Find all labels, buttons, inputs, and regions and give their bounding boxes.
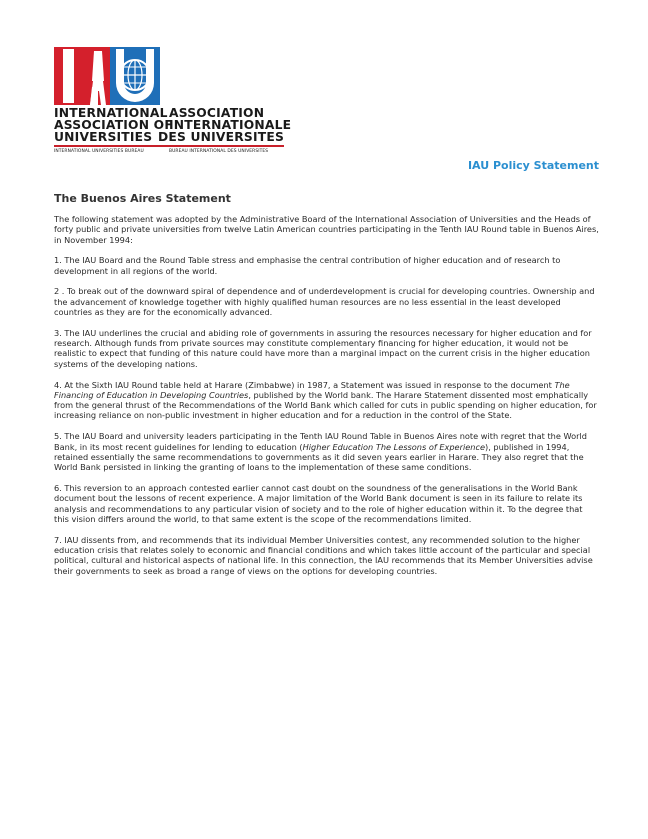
paragraph-5-part-a: 5. The IAU Board and university leaders participating in the Tenth IAU Round Table in Buenos Aires note with regret that the World Bank, in its most recent guidelines for lending to education (: [54, 431, 587, 452]
document-body: [54, 214, 600, 586]
paragraph-3: 3. The IAU underlines the crucial and abiding role of governments in assuring the resources necessary for higher education and for research. Although funds from private sources may constitute complementary financing for higher education, it would not be realistic to expect that funding of this nature could have more than a marginal impact on the current crisis in the higher education systems of the developing nations.: [54, 327, 592, 369]
logo-en-line-2: ASSOCIATION OF: [54, 118, 173, 132]
logo-en-subtitle: INTERNATIONAL UNIVERSITIES BUREAU: [54, 149, 144, 154]
logo-divider: [54, 145, 284, 147]
paragraph-7: 7. IAU dissents from, and recommends that its individual Member Universities contest, any recommended solution to the higher education crisis that relates solely to economic and financial conditions and which takes little account of the particular and special political, cultural and historical aspects of national life. In this connection, the IAU recommends that its Member Universities advise their governments to seek as broad a range of views on the options for developing countries.: [54, 534, 593, 576]
document-title: The Buenos Aires Statement: [54, 192, 231, 205]
logo-en-line-3: UNIVERSITIES: [54, 130, 153, 144]
paragraph-5-part-b: ), published in 1994, retained essentially the same recommendations to governments as it did seven years earlier in Harare. They also regret that the World Bank persisted in linking the granting of loans to the implementation of these same conditions.: [54, 441, 584, 473]
iau-logo-wordmark: [54, 106, 292, 154]
policy-statement-label: IAU Policy Statement: [467, 159, 599, 172]
paragraph-4-part-a: 4. At the Sixth IAU Round table held at Harare (Zimbabwe) in 1987, a Statement was issued in response to the document: [54, 379, 555, 390]
logo-en-line-1: INTERNATIONAL: [54, 106, 168, 120]
paragraph-5: [54, 431, 600, 472]
paragraph-4-document-title: The Financing of Education in Developing Countries: [54, 379, 570, 400]
intro-paragraph: The following statement was adopted by the Administrative Board of the International Association of Universities and the Heads of forty public and private universities from twelve Latin American countries participating in the Tenth IAU Round table in Buenos Aires, in November 1994:: [54, 214, 599, 245]
paragraph-6: 6. This reversion to an approach contested earlier cannot cast doubt on the soundness of the generalisations in the World Bank document bout the lessons of recent experience. A major limitation of the World Bank document is seen in its failure to relate its analysis and recommendations to any particular vision of society and to the role of higher education within it. To the degree that this vision differs around the world, to that same extent is the scope of the recommendations limited.: [54, 482, 583, 524]
iau-logo-mark-icon: [54, 47, 160, 105]
logo-fr-subtitle: BUREAU INTERNATIONAL DES UNIVERSITES: [169, 149, 269, 154]
iau-logo: [54, 47, 292, 159]
logo-fr-line-3: DES UNIVERSITES: [157, 130, 284, 144]
logo-fr-line-1: ASSOCIATION: [169, 106, 265, 120]
paragraph-2: 2 . To break out of the downward spiral of dependence and of underdevelopment is crucial for developing countries. Ownership and the advancement of knowledge together with highly qualified human resources are no less essential in the least developed countries as they are for the economically advanced.: [54, 286, 595, 318]
paragraph-4: [54, 380, 600, 421]
logo-fr-line-2: INTERNATIONALE: [169, 118, 292, 132]
paragraph-5-document-title: Higher Education The Lessons of Experience: [302, 441, 485, 452]
paragraph-1: 1. The IAU Board and the Round Table stress and emphasise the central contribution of higher education and of research to development in all regions of the world.: [54, 255, 561, 276]
paragraph-4-part-b: , published by the World bank. The Harare Statement dissented most emphatically from the general thrust of the Recommendations of the World Bank which called for cuts in public spending on higher education, for increasing reliance on non-public investment in higher education and for a reduction in the control of the State.: [54, 389, 597, 421]
